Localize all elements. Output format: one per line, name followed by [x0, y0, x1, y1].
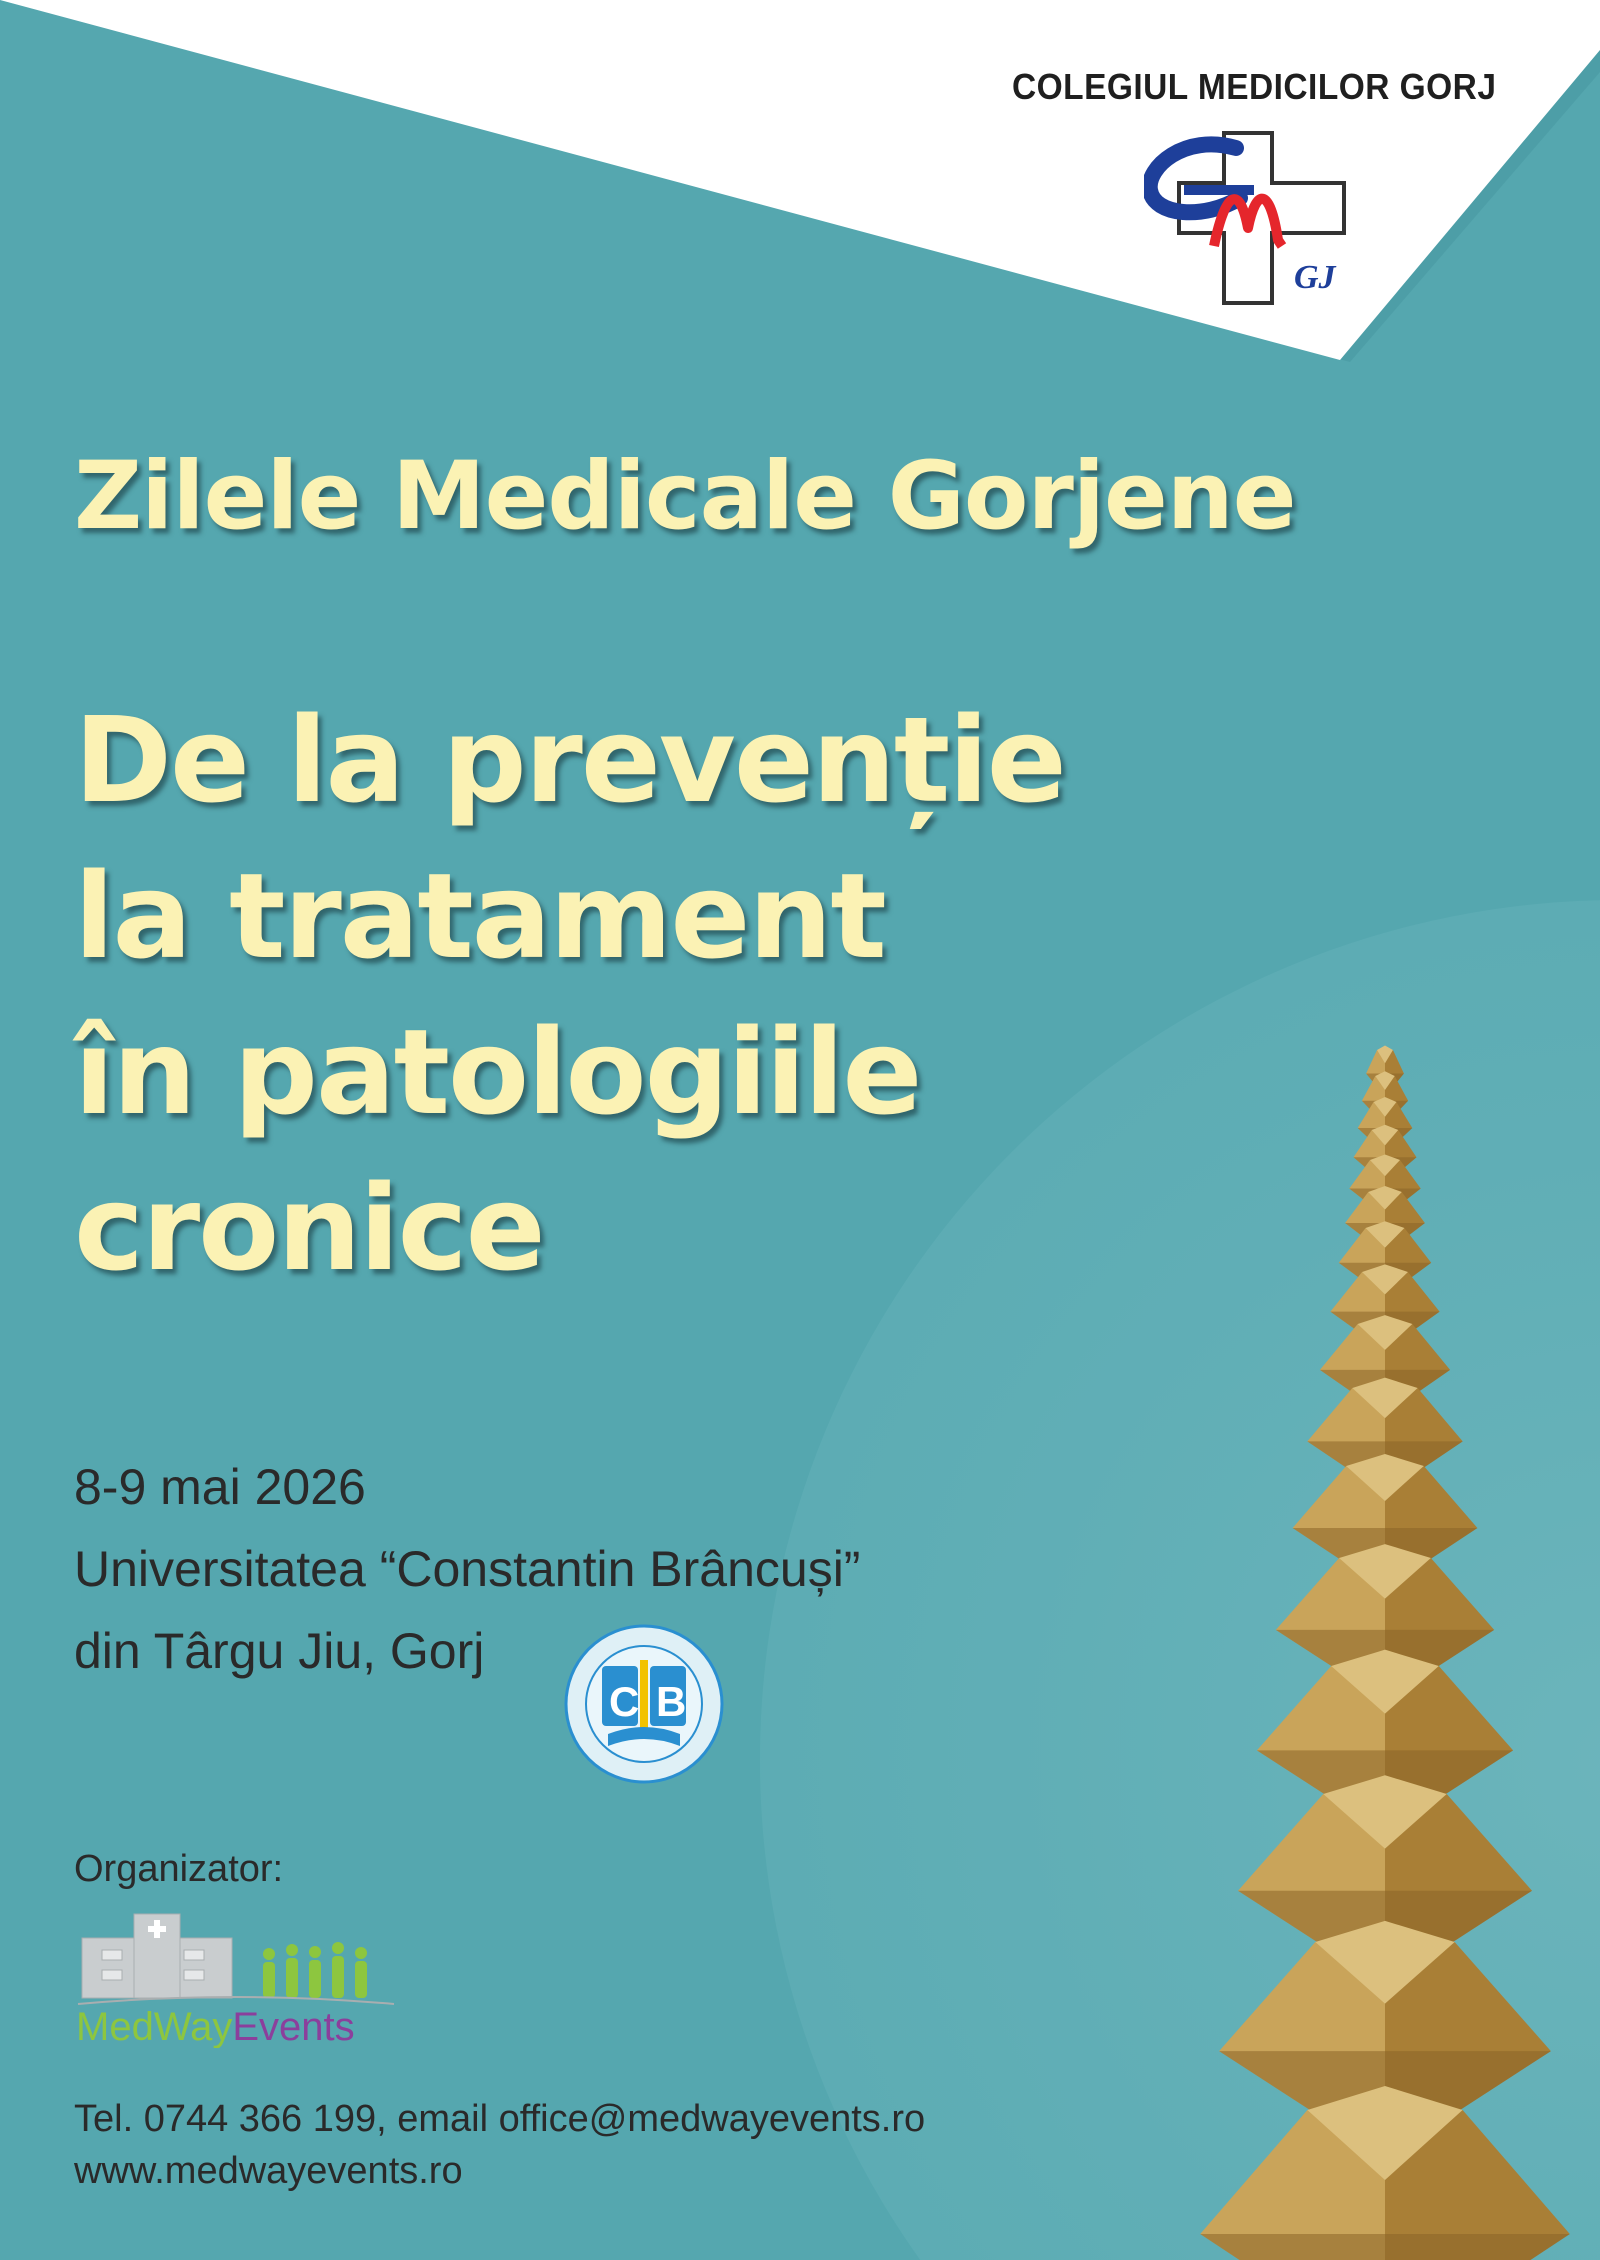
contact-website: www.medwayevents.ro	[74, 2150, 463, 2192]
subtitle-line-1: De la prevenție	[74, 691, 1065, 829]
venue-line-1: Universitatea “Constantin Brâncuși”	[74, 1541, 861, 1597]
ucb-seal-logo-icon	[560, 1620, 728, 1788]
college-name: COLEGIUL MEDICILOR GORJ	[1012, 66, 1497, 107]
ucb-logo-b: B	[656, 1678, 687, 1725]
medway-logo-text: MedWayEvents	[76, 2005, 355, 2048]
contact-phone-email: Tel. 0744 366 199, email office@medwayevents.ro	[74, 2098, 926, 2140]
event-date: 8-9 mai 2026	[74, 1459, 366, 1515]
medway-events-logo-icon	[74, 1908, 404, 2048]
venue-line-2: din Târgu Jiu, Gorj	[74, 1623, 485, 1679]
endless-column-sculpture-icon	[1170, 1010, 1600, 2260]
organizer-label: Organizator:	[74, 1848, 284, 1890]
column-module	[1200, 2086, 1570, 2260]
event-subtitle	[74, 682, 1065, 1306]
subtitle-line-2: la tratament	[74, 847, 885, 985]
subtitle-line-3: în patologiile	[74, 1003, 921, 1141]
ucb-logo-c: C	[609, 1678, 640, 1725]
cmgj-logo-letters: GJ	[1294, 259, 1336, 296]
event-title: Zilele Medicale Gorjene	[74, 442, 1296, 551]
subtitle-line-4: cronice	[74, 1159, 544, 1297]
cmgj-cross-logo-icon	[1144, 128, 1374, 308]
